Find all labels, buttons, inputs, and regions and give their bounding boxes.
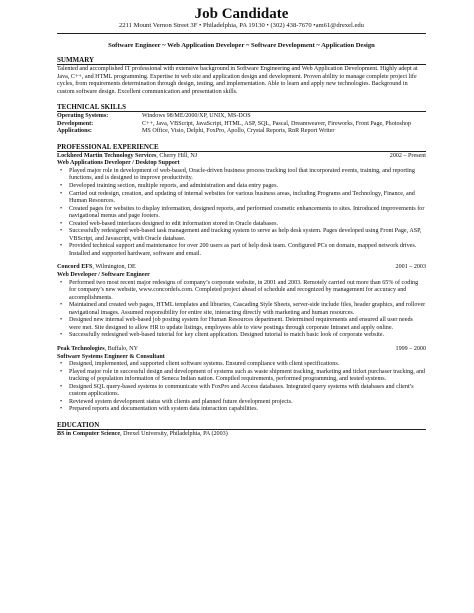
list-item: • Reviewed system development status with clients and planned future development projects. bbox=[69, 399, 426, 407]
job-bullets bbox=[57, 361, 426, 414]
job-location: , Wilmington, DE bbox=[92, 264, 136, 271]
job-entry-concord bbox=[57, 264, 426, 339]
skills-heading: TECHNICAL SKILLS bbox=[57, 103, 426, 112]
education-heading: EDUCATION bbox=[57, 421, 426, 430]
job-entry-lockheed bbox=[57, 153, 426, 259]
candidate-name: Job Candidate bbox=[194, 6, 289, 22]
job-entry-peak bbox=[57, 346, 426, 414]
job-dates: 2002 – Present bbox=[389, 152, 426, 159]
list-item: • Played major role in development of web-based, Oracle-driven business process tracking tool that incorporated events, training, and reporting functions, and is designed to improve productivity. bbox=[69, 168, 426, 183]
list-item: • Provided technical support and maintenance for over 200 users as part of help desk team. Configured PCs on domain, mapped network drives. Installed and supported hardware, software and email. bbox=[69, 243, 426, 258]
skills-label-applications: Applications: bbox=[57, 128, 92, 135]
skills-label-development: Development: bbox=[57, 120, 94, 127]
skills-label-os: Operating Systems: bbox=[57, 113, 109, 120]
list-item: • Maintained and created web pages, HTML templates and libraries, Cascading Style Sheets, server-side include files, header graphics, and rollover navigational images. Assumed responsibility for entire site, interacting directly with marketing and human resources. bbox=[69, 302, 426, 317]
education-degree: BS in Computer Science bbox=[57, 430, 121, 437]
skills-table bbox=[57, 113, 426, 136]
list-item: • Designed SQL query-based systems to communicate with FoxPro and Access databases. Integrated query systems with databases and client’s custom applications. bbox=[69, 384, 426, 399]
list-item: • Played major role in successful design and development of systems such as waste shipment tracking, marketing and ticket purchaser tracking, and tracking of population information of Seneca Indian nation. Compiled requirements, performed programming, and tested systems. bbox=[69, 369, 426, 384]
job-company: Lockheed Martin Technology Services bbox=[57, 152, 157, 159]
list-item: • Successfully redesigned web-based task management and tracking system to serve as help desk system. Pages developed using Front Page, ASP, VBScript, and Javascript, with Oracle database. bbox=[69, 228, 426, 243]
contact-line: 2211 Mount Vernon Street 3F • Philadelphia, PA 19130 • (302) 438-7670 •am61@drexel.edu bbox=[57, 22, 426, 34]
list-item: • Performed two most recent major redesigns of company’s corporate website, in 2001 and 2003. Remotely carried out more than 65% of coding for company’s new website, www.concordefs.com. Completed project ahead of schedule and recognized by management for accuracy and accomplishments. bbox=[69, 280, 426, 303]
education-entry bbox=[57, 431, 426, 439]
job-role: Software Systems Engineer & Consultant bbox=[57, 353, 165, 360]
skills-value-development: C++, Java, VBScript, JavaScript, HTML, ASP, SQL, Pascal, Dreamweaver, Fireworks, Front Page, Photoshop bbox=[142, 120, 412, 127]
job-bullets bbox=[57, 280, 426, 340]
job-header bbox=[57, 153, 426, 161]
job-employer bbox=[57, 346, 138, 354]
job-location: , Buffalo, NY bbox=[104, 345, 138, 352]
list-item: • Successfully redesigned web-based tutorial for key client application. Designed tutorial to match basic look of corporate website. bbox=[69, 332, 426, 340]
list-item: • Created pages for websites to display information, designed reports, and performed cosmetic enhancements to sites. Introduced improvements for navigational menus and page footers. bbox=[69, 206, 426, 221]
summary-heading: SUMMARY bbox=[57, 56, 426, 65]
skills-value-os: Windows 98/ME/2000/XP, UNIX, MS-DOS bbox=[142, 113, 251, 120]
education-school: , Drexel University, Philadelphia, PA (2003) bbox=[120, 430, 228, 437]
summary-text: Talented and accomplished IT professional with extensive background in Software Engineering and Web Application Development. Highly adept at Java, C++, and HTML programming. Expertise in web site and application design and development. Proven ability to manage complete project life cycles, from requirements determination through design, testing, and implementation. Able to learn and apply new technologies. Background in custom software design. Excellent communication and presentation skills. bbox=[57, 66, 418, 95]
list-item: • Created web-based interfaces designed to edit information stored in Oracle databases. bbox=[69, 221, 426, 229]
objective-line: Software Engineer ~ Web Application Developer ~ Software Development ~ Application Design bbox=[108, 42, 375, 49]
job-header bbox=[57, 346, 426, 354]
experience-heading: PROFESSIONAL EXPERIENCE bbox=[57, 143, 426, 152]
job-role: Web Developer / Software Engineer bbox=[57, 272, 150, 279]
job-role: Web Applications Developer / Desktop Support bbox=[57, 160, 180, 167]
job-header bbox=[57, 264, 426, 272]
job-company: Peak Technologies bbox=[57, 345, 105, 352]
job-company: Concord EFS bbox=[57, 264, 93, 271]
job-bullets bbox=[57, 168, 426, 259]
list-item: • Prepared reports and documentation with system data interaction capabilities. bbox=[69, 406, 426, 414]
job-employer bbox=[57, 264, 136, 272]
skills-value-applications: MS Office, Visio, Delphi, FoxPro, Apollo, Crystal Reports, RnR Report Writer bbox=[142, 128, 335, 135]
list-item: • Developed training section, multiple reports, and administration and data entry pages. bbox=[69, 183, 426, 191]
job-employer bbox=[57, 153, 197, 161]
list-item: • Designed new internal web-based job posting system for Human Resources department. Determined requirements and ensured all user needs were met. Site designed to allow HR to update listings, employees able to view postings through corporate Intranet and apply online. bbox=[69, 317, 426, 332]
job-dates: 2001 – 2003 bbox=[395, 264, 426, 271]
job-location: , Cherry Hill, NJ bbox=[156, 152, 198, 159]
job-dates: 1999 – 2000 bbox=[395, 345, 426, 352]
list-item: • Carried out redesign, creation, and updating of internal websites for various business areas, including Programs and Technology, Finance, and Human Resources. bbox=[69, 191, 426, 206]
list-item: • Designed, implemented, and supported client software systems. Ensured compliance with client specifications. bbox=[69, 361, 426, 369]
